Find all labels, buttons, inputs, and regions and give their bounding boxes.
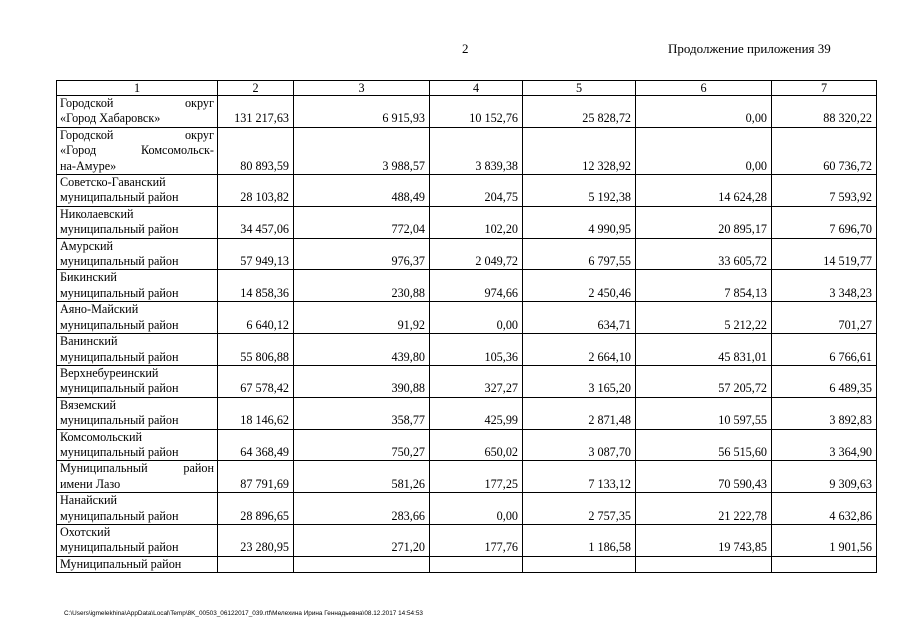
amount-cell: 10 597,55 [636, 397, 772, 429]
municipality-name-line: Охотский [60, 524, 111, 539]
amount-cell: 55 806,88 [218, 334, 294, 366]
amount-cell: 23 280,95 [218, 524, 294, 556]
column-number-row [57, 81, 877, 96]
municipality-name [57, 127, 218, 174]
amount-cell: 12 328,92 [523, 127, 636, 174]
municipality-name [57, 96, 218, 128]
amount-cell: 10 152,76 [430, 96, 523, 128]
amount-cell: 80 893,59 [218, 127, 294, 174]
amount-cell: 21 222,78 [636, 493, 772, 525]
amount-cell: 6 797,55 [523, 238, 636, 270]
municipality-name-line: муниципальный район [60, 381, 179, 396]
amount-cell [636, 556, 772, 572]
amount-cell: 7 593,92 [772, 175, 877, 207]
municipality-name-line: муниципальный район [60, 349, 179, 364]
table-row [57, 270, 877, 302]
amount-cell: 105,36 [430, 334, 523, 366]
amount-cell: 1 901,56 [772, 524, 877, 556]
municipality-name [57, 556, 218, 572]
amount-cell: 56 515,60 [636, 429, 772, 461]
amount-cell: 14 519,77 [772, 238, 877, 270]
municipality-name-line: Советско-Гаванский [60, 175, 166, 190]
municipality-name-line: «Город Комсомольск- [60, 143, 214, 158]
table-body [57, 81, 877, 573]
municipality-name-line: Вяземский [60, 397, 117, 412]
table-row [57, 206, 877, 238]
amount-cell: 45 831,01 [636, 334, 772, 366]
page-number: 2 [462, 41, 469, 56]
amount-cell: 7 854,13 [636, 270, 772, 302]
column-number: 1 [57, 81, 218, 96]
amount-cell: 581,26 [294, 461, 430, 493]
municipality-name [57, 365, 218, 397]
amount-cell: 19 743,85 [636, 524, 772, 556]
amount-cell: 425,99 [430, 397, 523, 429]
amount-cell: 91,92 [294, 302, 430, 334]
table-row [57, 238, 877, 270]
table-row [57, 429, 877, 461]
amount-cell: 34 457,06 [218, 206, 294, 238]
municipality-name-line: Верхнебуреинский [60, 365, 159, 380]
amount-cell: 0,00 [430, 493, 523, 525]
amount-cell: 4 632,86 [772, 493, 877, 525]
municipality-name [57, 429, 218, 461]
amount-cell: 204,75 [430, 175, 523, 207]
amount-cell: 283,66 [294, 493, 430, 525]
amount-cell: 2 450,46 [523, 270, 636, 302]
municipality-name [57, 302, 218, 334]
amount-cell: 177,25 [430, 461, 523, 493]
municipality-name [57, 175, 218, 207]
municipality-name-line: муниципальный район [60, 190, 179, 205]
municipality-name-line: Аяно-Майский [60, 302, 139, 317]
amount-cell: 87 791,69 [218, 461, 294, 493]
municipality-name-line: «Город Хабаровск» [60, 111, 161, 126]
amount-cell: 327,27 [430, 365, 523, 397]
amount-cell: 0,00 [636, 96, 772, 128]
amount-cell [772, 556, 877, 572]
municipality-name-line: Муниципальный район [60, 556, 182, 571]
amount-cell: 7 696,70 [772, 206, 877, 238]
amount-cell: 439,80 [294, 334, 430, 366]
amount-cell: 57 205,72 [636, 365, 772, 397]
amount-cell [218, 556, 294, 572]
column-number: 5 [523, 81, 636, 96]
table-row [57, 96, 877, 128]
amount-cell: 14 858,36 [218, 270, 294, 302]
amount-cell: 3 348,23 [772, 270, 877, 302]
amount-cell: 3 087,70 [523, 429, 636, 461]
amount-cell: 9 309,63 [772, 461, 877, 493]
amount-cell: 974,66 [430, 270, 523, 302]
municipality-name-line: муниципальный район [60, 222, 179, 237]
amount-cell: 20 895,17 [636, 206, 772, 238]
amount-cell: 25 828,72 [523, 96, 636, 128]
amount-cell: 7 133,12 [523, 461, 636, 493]
municipality-name-line: Городской округ [60, 127, 214, 142]
amount-cell: 70 590,43 [636, 461, 772, 493]
table-row [57, 302, 877, 334]
amount-cell: 28 896,65 [218, 493, 294, 525]
amount-cell: 2 871,48 [523, 397, 636, 429]
amount-cell: 131 217,63 [218, 96, 294, 128]
column-number: 3 [294, 81, 430, 96]
amount-cell: 358,77 [294, 397, 430, 429]
municipality-name [57, 461, 218, 493]
amount-cell: 390,88 [294, 365, 430, 397]
amount-cell [294, 556, 430, 572]
file-path-footer: C:\Users\igmelekhina\AppData\Local\Temp\8K_00503_06122017_039.rtf\Мелехина Ирина Геннадьевна\08.12.2017 14:54:53 [64, 610, 423, 617]
amount-cell: 88 320,22 [772, 96, 877, 128]
amount-cell: 701,27 [772, 302, 877, 334]
municipality-name-line: муниципальный район [60, 285, 179, 300]
amount-cell: 0,00 [636, 127, 772, 174]
amount-cell: 57 949,13 [218, 238, 294, 270]
municipality-name-line: Комсомольский [60, 429, 143, 444]
municipality-name-line: Городской округ [60, 96, 214, 110]
amount-cell: 3 165,20 [523, 365, 636, 397]
municipality-name [57, 238, 218, 270]
column-number: 6 [636, 81, 772, 96]
municipality-name-line: на-Амуре» [60, 158, 117, 173]
table-row [57, 524, 877, 556]
municipality-name [57, 493, 218, 525]
amount-cell: 28 103,82 [218, 175, 294, 207]
amount-cell: 976,37 [294, 238, 430, 270]
amount-cell: 5 192,38 [523, 175, 636, 207]
amount-cell: 6 766,61 [772, 334, 877, 366]
amount-cell [523, 556, 636, 572]
amount-cell: 67 578,42 [218, 365, 294, 397]
municipality-name [57, 524, 218, 556]
table-row [57, 461, 877, 493]
amount-cell: 5 212,22 [636, 302, 772, 334]
municipality-name-line: Ванинский [60, 334, 118, 349]
amount-cell [430, 556, 523, 572]
amount-cell: 177,76 [430, 524, 523, 556]
municipality-name-line: Бикинский [60, 270, 117, 285]
amount-cell: 14 624,28 [636, 175, 772, 207]
municipality-name-line: муниципальный район [60, 540, 179, 555]
amount-cell: 488,49 [294, 175, 430, 207]
municipality-name [57, 270, 218, 302]
column-number: 2 [218, 81, 294, 96]
amount-cell: 102,20 [430, 206, 523, 238]
amount-cell: 33 605,72 [636, 238, 772, 270]
amount-cell: 772,04 [294, 206, 430, 238]
amount-cell: 2 664,10 [523, 334, 636, 366]
table-row [57, 334, 877, 366]
amount-cell: 634,71 [523, 302, 636, 334]
amount-cell: 1 186,58 [523, 524, 636, 556]
amount-cell: 4 990,95 [523, 206, 636, 238]
table-row [57, 127, 877, 174]
municipality-name-line: Амурский [60, 238, 114, 253]
municipality-name-line: муниципальный район [60, 508, 179, 523]
amount-cell: 2 757,35 [523, 493, 636, 525]
municipality-name [57, 334, 218, 366]
table-row [57, 397, 877, 429]
amount-cell: 60 736,72 [772, 127, 877, 174]
amount-cell: 230,88 [294, 270, 430, 302]
column-number: 7 [772, 81, 877, 96]
amount-cell: 6 640,12 [218, 302, 294, 334]
table-row [57, 175, 877, 207]
municipality-name [57, 206, 218, 238]
amount-cell: 64 368,49 [218, 429, 294, 461]
municipality-name-line: муниципальный район [60, 444, 179, 459]
amount-cell: 3 988,57 [294, 127, 430, 174]
table-row [57, 556, 877, 572]
amount-cell: 18 146,62 [218, 397, 294, 429]
table-row [57, 493, 877, 525]
amount-cell: 3 892,83 [772, 397, 877, 429]
municipality-name-line: Муниципальный район [60, 461, 214, 476]
municipality-name-line: имени Лазо [60, 476, 121, 491]
municipality-name-line: муниципальный район [60, 254, 179, 269]
municipality-name [57, 397, 218, 429]
appendix-continuation-title: Продолжение приложения 39 [668, 41, 831, 56]
municipality-name-line: Николаевский [60, 206, 134, 221]
amount-cell: 3 839,38 [430, 127, 523, 174]
amount-cell: 750,27 [294, 429, 430, 461]
municipality-name-line: муниципальный район [60, 317, 179, 332]
amount-cell: 3 364,90 [772, 429, 877, 461]
budget-table [56, 80, 877, 573]
amount-cell: 6 489,35 [772, 365, 877, 397]
amount-cell: 0,00 [430, 302, 523, 334]
amount-cell: 650,02 [430, 429, 523, 461]
municipality-name-line: Нанайский [60, 493, 118, 508]
table-row [57, 365, 877, 397]
amount-cell: 2 049,72 [430, 238, 523, 270]
amount-cell: 6 915,93 [294, 96, 430, 128]
column-number: 4 [430, 81, 523, 96]
amount-cell: 271,20 [294, 524, 430, 556]
municipality-name-line: муниципальный район [60, 413, 179, 428]
